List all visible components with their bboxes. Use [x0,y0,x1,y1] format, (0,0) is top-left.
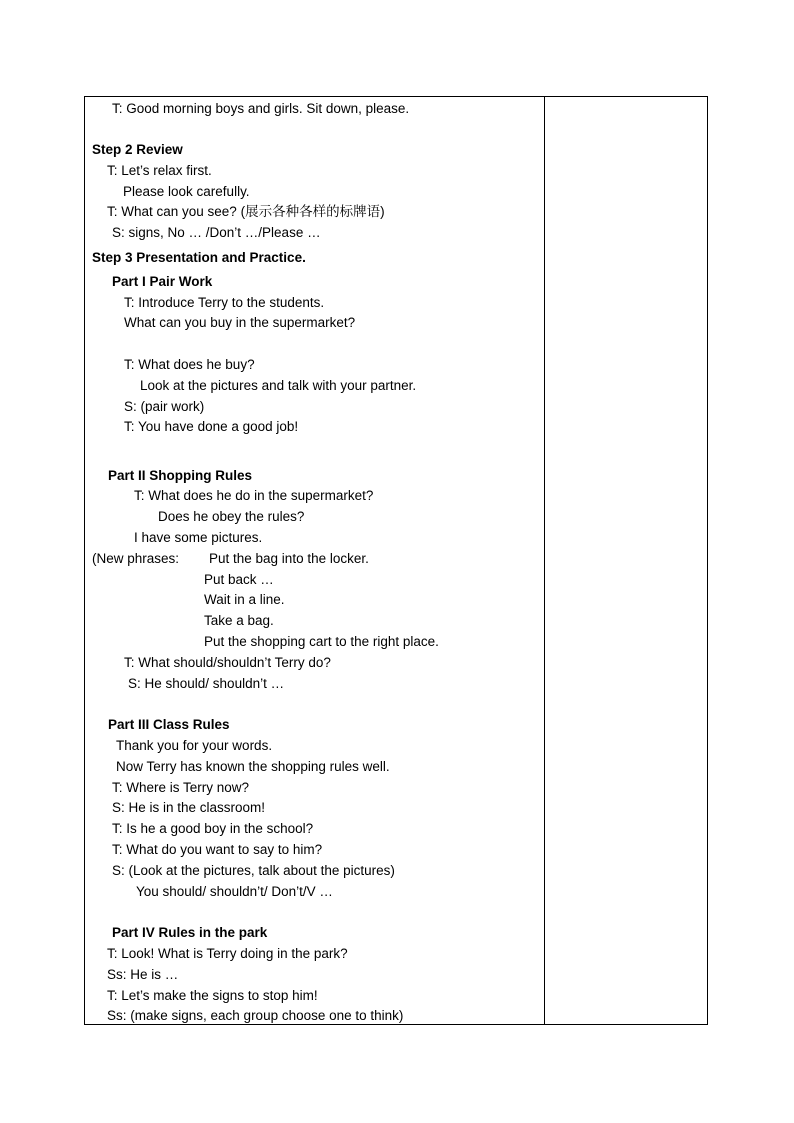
text-line: T: What do you want to say to him? [112,842,323,857]
text-line: S: (Look at the pictures, talk about the pictures) [112,863,395,878]
notes-cell [545,97,707,1024]
text-line: Look at the pictures and talk with your partner. [140,378,417,393]
text-line: Thank you for your words. [116,738,273,753]
text-line: T: Let’s relax first. [107,163,212,178]
text-line: Put the shopping cart to the right place. [204,634,439,649]
text-line: Ss: He is … [107,967,179,982]
text-line: Put back … [204,572,274,587]
part4-heading: Part IV Rules in the park [112,925,268,940]
text-line: I have some pictures. [134,530,263,545]
text-line: T: You have done a good job! [124,419,299,434]
text-line: What can you buy in the supermarket? [124,315,356,330]
text-line: Now Terry has known the shopping rules well. [116,759,390,774]
text-line: T: What can you see? (展示各种各样的标牌语) [107,204,385,219]
part2-heading: Part II Shopping Rules [108,468,253,483]
text-line: T: What does he do in the supermarket? [134,488,374,503]
text-line: You should/ shouldn’t/ Don’t/V … [136,884,333,899]
text-line: T: Is he a good boy in the school? [112,821,314,836]
text-line: T: Where is Terry now? [112,780,250,795]
text-line: Please look carefully. [123,184,250,199]
step3-heading: Step 3 Presentation and Practice. [92,250,306,265]
text-line: T: What should/shouldn’t Terry do? [124,655,331,670]
text-line: Wait in a line. [204,592,285,607]
lesson-plan-table [84,96,708,1025]
text-line: Put the bag into the locker. [209,551,369,566]
text-line: Ss: (make signs, each group choose one to think) [107,1008,404,1023]
text-line: S: He should/ shouldn’t … [128,676,285,691]
step2-heading: Step 2 Review [92,142,183,157]
text-line: S: He is in the classroom! [112,800,266,815]
greeting-line: T: Good morning boys and girls. Sit down, please. [112,101,410,116]
text-line: T: Let’s make the signs to stop him! [107,988,318,1003]
text-line: Take a bag. [204,613,274,628]
text-line: Does he obey the rules? [158,509,305,524]
text-line: S: (pair work) [124,399,205,414]
text-line: T: Look! What is Terry doing in the park? [107,946,348,961]
text-line: (New phrases: [92,551,180,566]
text-line: T: Introduce Terry to the students. [124,295,325,310]
part1-heading: Part I Pair Work [112,274,213,289]
text-line: S: signs, No … /Don’t …/Please … [112,225,321,240]
text-line: T: What does he buy? [124,357,255,372]
part3-heading: Part III Class Rules [108,717,230,732]
